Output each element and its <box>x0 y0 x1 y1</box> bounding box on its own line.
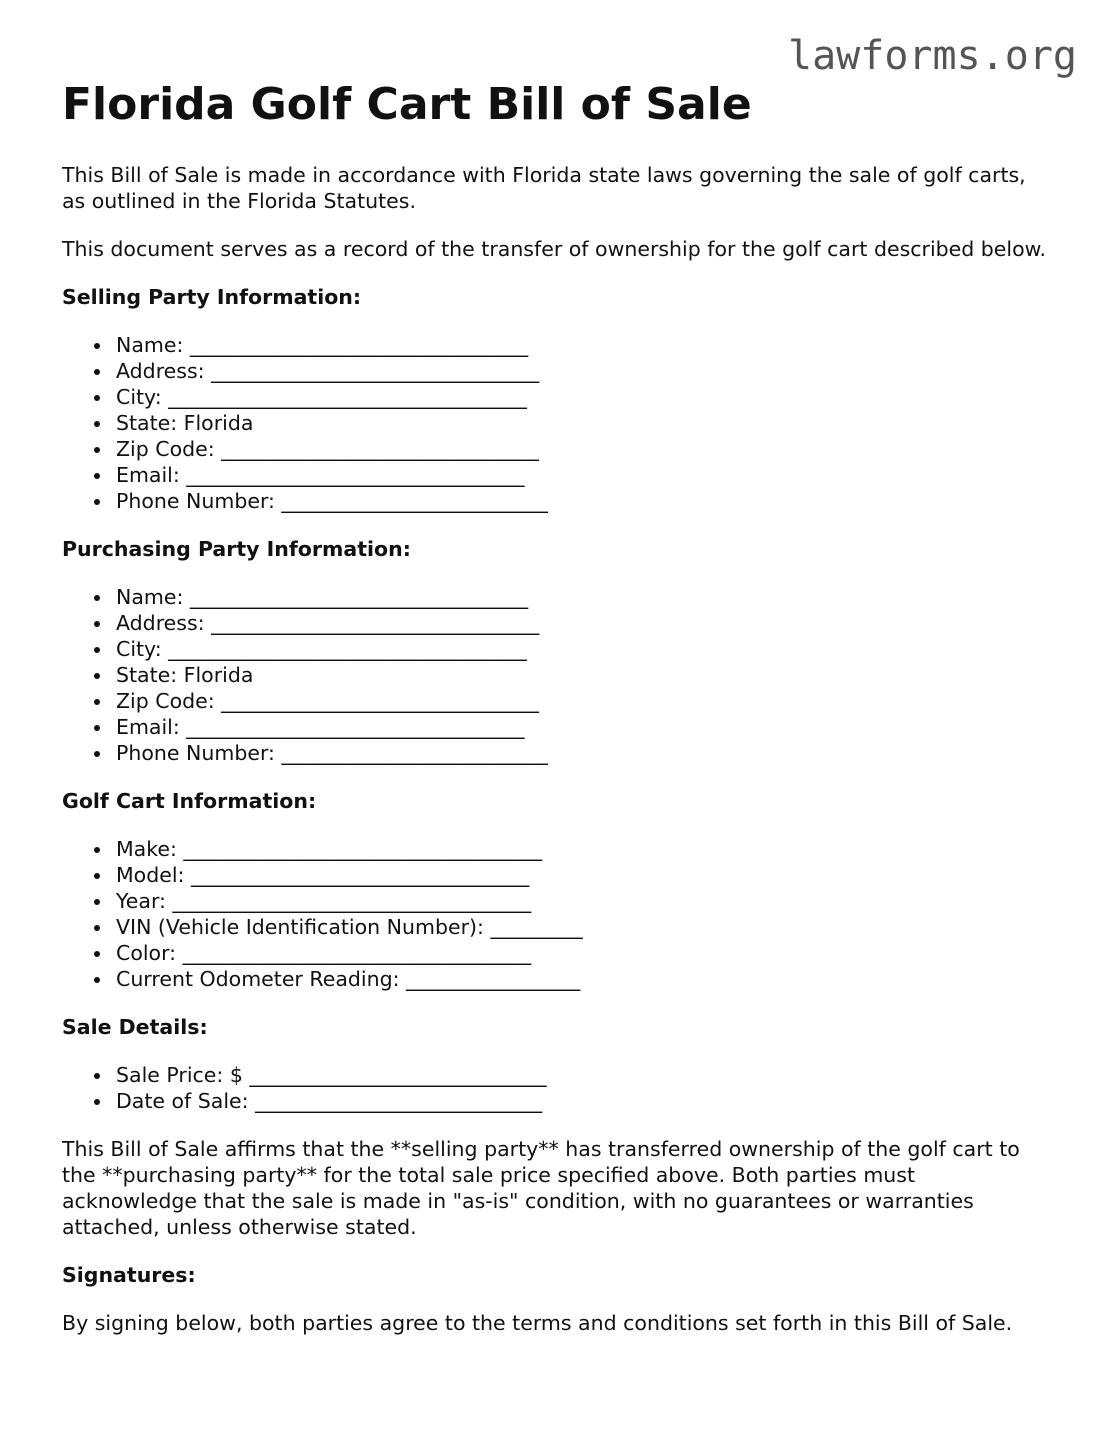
list-item: City: ___________________________________ <box>116 636 1052 662</box>
list-item: Color: __________________________________ <box>116 940 1052 966</box>
golf-cart-list <box>62 836 1052 992</box>
purchasing-party-list <box>62 584 1052 766</box>
list-item: Phone Number: __________________________ <box>116 740 1052 766</box>
list-item: Email: _________________________________ <box>116 462 1052 488</box>
list-item: Model: _________________________________ <box>116 862 1052 888</box>
list-item: Current Odometer Reading: _________________ <box>116 966 1052 992</box>
selling-party-heading: Selling Party Information: <box>62 285 362 309</box>
list-item: Address: ________________________________ <box>116 610 1052 636</box>
list-item: Year: ___________________________________ <box>116 888 1052 914</box>
list-item: Phone Number: __________________________ <box>116 488 1052 514</box>
document-page <box>62 78 1052 1358</box>
list-item: City: ___________________________________ <box>116 384 1052 410</box>
list-item: Address: ________________________________ <box>116 358 1052 384</box>
list-item: Name: _________________________________ <box>116 584 1052 610</box>
purchasing-party-heading: Purchasing Party Information: <box>62 537 411 561</box>
golf-cart-heading: Golf Cart Information: <box>62 789 317 813</box>
selling-party-list <box>62 332 1052 514</box>
signatures-paragraph: By signing below, both parties agree to the terms and conditions set forth in this Bill of Sale. <box>62 1311 1013 1335</box>
list-item: State: Florida <box>116 662 1052 688</box>
affirmation-paragraph: This Bill of Sale affirms that the **selling party** has transferred ownership of the golf cart to the **purchasing party** for the total sale price specified above. Both parties must acknowledge that the sale is made in "as-is" condition, with no guarantees or warranties attached, unless otherwise stated. <box>62 1137 1020 1239</box>
sale-details-list <box>62 1062 1052 1114</box>
list-item: Zip Code: _______________________________ <box>116 688 1052 714</box>
intro-paragraph: This document serves as a record of the transfer of ownership for the golf cart described below. <box>62 237 1047 261</box>
list-item: VIN (Vehicle Identification Number): _________ <box>116 914 1052 940</box>
sale-details-heading: Sale Details: <box>62 1015 208 1039</box>
intro-paragraph: This Bill of Sale is made in accordance with Florida state laws governing the sale of golf carts, as outlined in the Florida Statutes. <box>62 163 1026 213</box>
list-item: Email: _________________________________ <box>116 714 1052 740</box>
list-item: Name: _________________________________ <box>116 332 1052 358</box>
list-item: Zip Code: _______________________________ <box>116 436 1052 462</box>
document-title: Florida Golf Cart Bill of Sale <box>62 79 752 130</box>
signatures-heading: Signatures: <box>62 1263 196 1287</box>
watermark-logo: lawforms.org <box>788 33 1077 79</box>
list-item: State: Florida <box>116 410 1052 436</box>
list-item: Date of Sale: ____________________________ <box>116 1088 1052 1114</box>
list-item: Make: ___________________________________ <box>116 836 1052 862</box>
list-item: Sale Price: $ _____________________________ <box>116 1062 1052 1088</box>
